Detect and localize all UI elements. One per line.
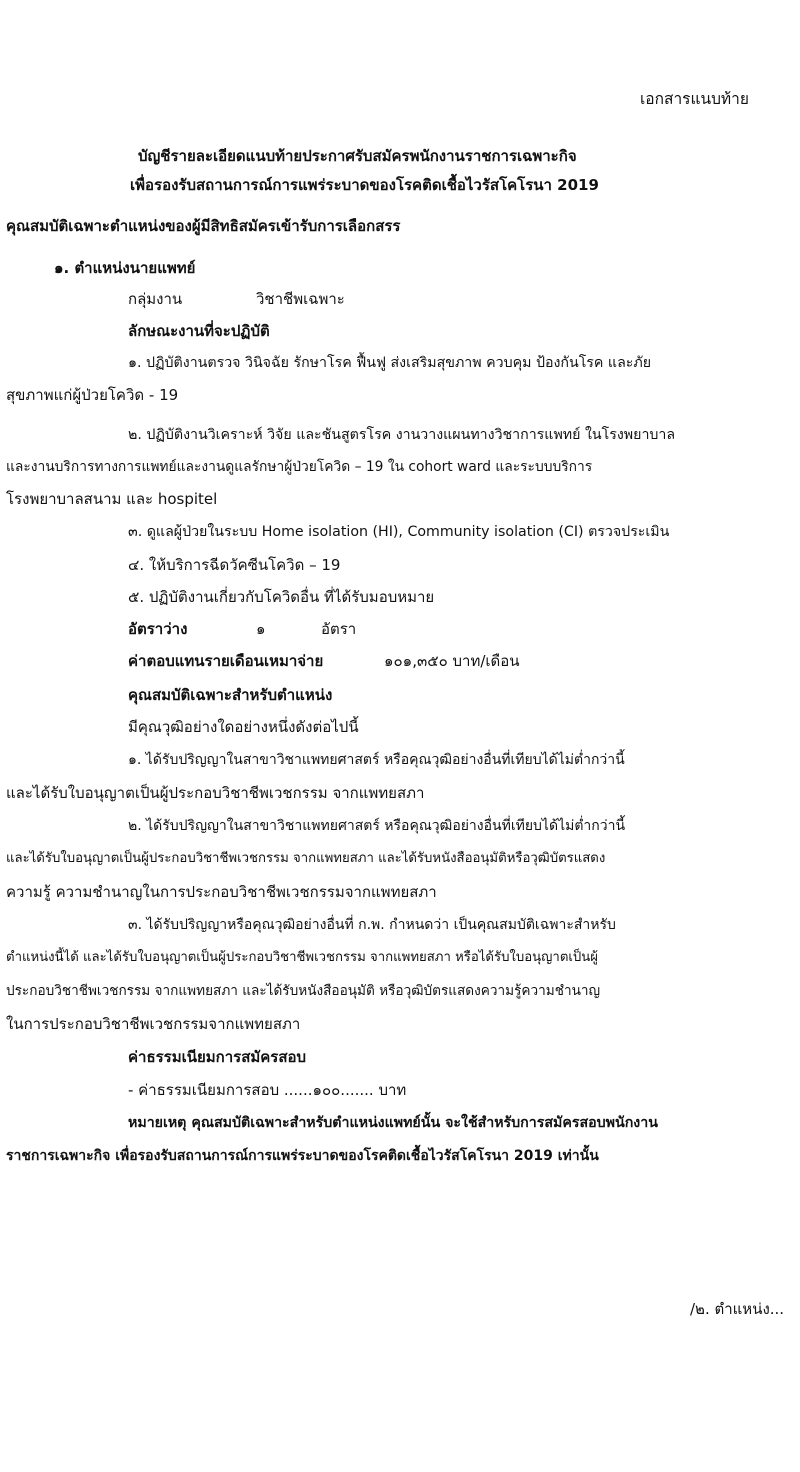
spec-2-line-1: ๒. ได้รับปริญญาในสาขาวิชาแพทยศาสตร์ หรือคุณวุฒิอย่างอื่นที่เทียบได้ไม่ต่ำกว่านี้ [128,818,626,834]
title-line-2: เพื่อรองรับสถานการณ์การแพร่ระบาดของโรคติดเชื้อไวรัสโคโรนา 2019 [130,176,599,194]
spec-1-line-2: และได้รับใบอนุญาตเป็นผู้ประกอบวิชาชีพเวชกรรม จากแพทยสภา [6,784,425,802]
title-line-1: บัญชีรายละเอียดแนบท้ายประกาศรับสมัครพนักงานราชการเฉพาะกิจ [138,147,577,165]
spec-intro: มีคุณวุฒิอย่างใดอย่างหนึ่งดังต่อไปนี้ [128,718,359,736]
spec-1-line-1: ๑. ได้รับปริญญาในสาขาวิชาแพทยศาสตร์ หรือคุณวุฒิอย่างอื่นที่เทียบได้ไม่ต่ำกว่านี้ [128,752,625,768]
spec-3-line-4: ในการประกอบวิชาชีพเวชกรรมจากแพทยสภา [6,1015,301,1033]
attachment-label: เอกสารแนบท้าย [640,90,749,108]
spec-heading: คุณสมบัติเฉพาะสำหรับตำแหน่ง [128,686,333,704]
note-line-2: ราชการเฉพาะกิจ เพื่อรองรับสถานการณ์การแพร่ระบาดของโรคติดเชื้อไวรัสโคโรนา 2019 เท่านั้น [6,1148,599,1164]
spec-3-line-3: ประกอบวิชาชีพเวชกรรม จากแพทยสภา และได้รับหนังสืออนุมัติ หรือวุฒิบัตรแสดงความรู้ความชำนาญ [6,983,601,999]
spec-2-line-3: ความรู้ ความชำนาญในการประกอบวิชาชีพเวชกรรมจากแพทยสภา [6,883,437,901]
position-heading: ๑. ตำแหน่งนายแพทย์ [54,259,196,277]
duty-1-line-2: สุขภาพแก่ผู้ป่วยโควิด - 19 [6,386,179,404]
continued-marker: /๒. ตำแหน่ง... [690,1300,785,1318]
duty-3: ๓. ดูแลผู้ป่วยในระบบ Home isolation (HI), Community isolation (CI) ตรวจประเมิน [128,524,670,540]
qualifications-heading: คุณสมบัติเฉพาะตำแหน่งของผู้มีสิทธิสมัครเข้ารับการเลือกสรร [6,217,401,235]
duty-1-line-1: ๑. ปฏิบัติงานตรวจ วินิจฉัย รักษาโรค ฟื้นฟู ส่งเสริมสุขภาพ ควบคุม ป้องกันโรค และภัย [128,355,652,371]
vacancy-label: อัตราว่าง [128,620,188,638]
vacancy-unit: อัตรา [321,620,357,638]
group-label: กลุ่มงาน [128,290,183,308]
spec-2-line-2: และได้รับใบอนุญาตเป็นผู้ประกอบวิชาชีพเวชกรรม จากแพทยสภา และได้รับหนังสืออนุมัติหรือวุฒิบัตรแสดง [6,851,606,866]
fee-line: - ค่าธรรมเนียมการสอบ ......๑๐๐....... บาท [128,1081,407,1099]
salary-label: ค่าตอบแทนรายเดือนเหมาจ่าย [128,652,324,670]
duty-2-line-1: ๒. ปฏิบัติงานวิเคราะห์ วิจัย และชันสูตรโรค งานวางแผนทางวิชาการแพทย์ ในโรงพยาบาล [128,427,676,443]
duty-4: ๔. ให้บริการฉีดวัคซีนโควิด – 19 [128,556,341,574]
group-value: วิชาชีพเฉพาะ [256,290,345,308]
spec-3-line-1: ๓. ได้รับปริญญาหรือคุณวุฒิอย่างอื่นที่ ก.พ. กำหนดว่า เป็นคุณสมบัติเฉพาะสำหรับ [128,917,616,933]
fee-heading: ค่าธรรมเนียมการสมัครสอบ [128,1048,307,1066]
duty-5: ๕. ปฏิบัติงานเกี่ยวกับโควิดอื่น ที่ได้รับมอบหมาย [128,588,435,606]
salary-value: ๑๐๑,๓๕๐ บาท/เดือน [384,652,520,670]
note-line-1: หมายเหตุ คุณสมบัติเฉพาะสำหรับตำแหน่งแพทย์นั้น จะใช้สำหรับการสมัครสอบพนักงาน [128,1115,658,1131]
vacancy-value: ๑ [256,620,266,638]
spec-3-line-2: ตำแหน่งนี้ได้ และได้รับใบอนุญาตเป็นผู้ประกอบวิชาชีพเวชกรรม จากแพทยสภา หรือได้รับใบอนุญาตเป็นผู้ [6,950,599,965]
duty-2-line-2: และงานบริการทางการแพทย์และงานดูแลรักษาผู้ป่วยโควิด – 19 ใน cohort ward และระบบบริการ [6,459,593,475]
duties-heading: ลักษณะงานที่จะปฏิบัติ [128,322,270,340]
duty-2-line-3: โรงพยาบาลสนาม และ hospitel [6,490,218,508]
